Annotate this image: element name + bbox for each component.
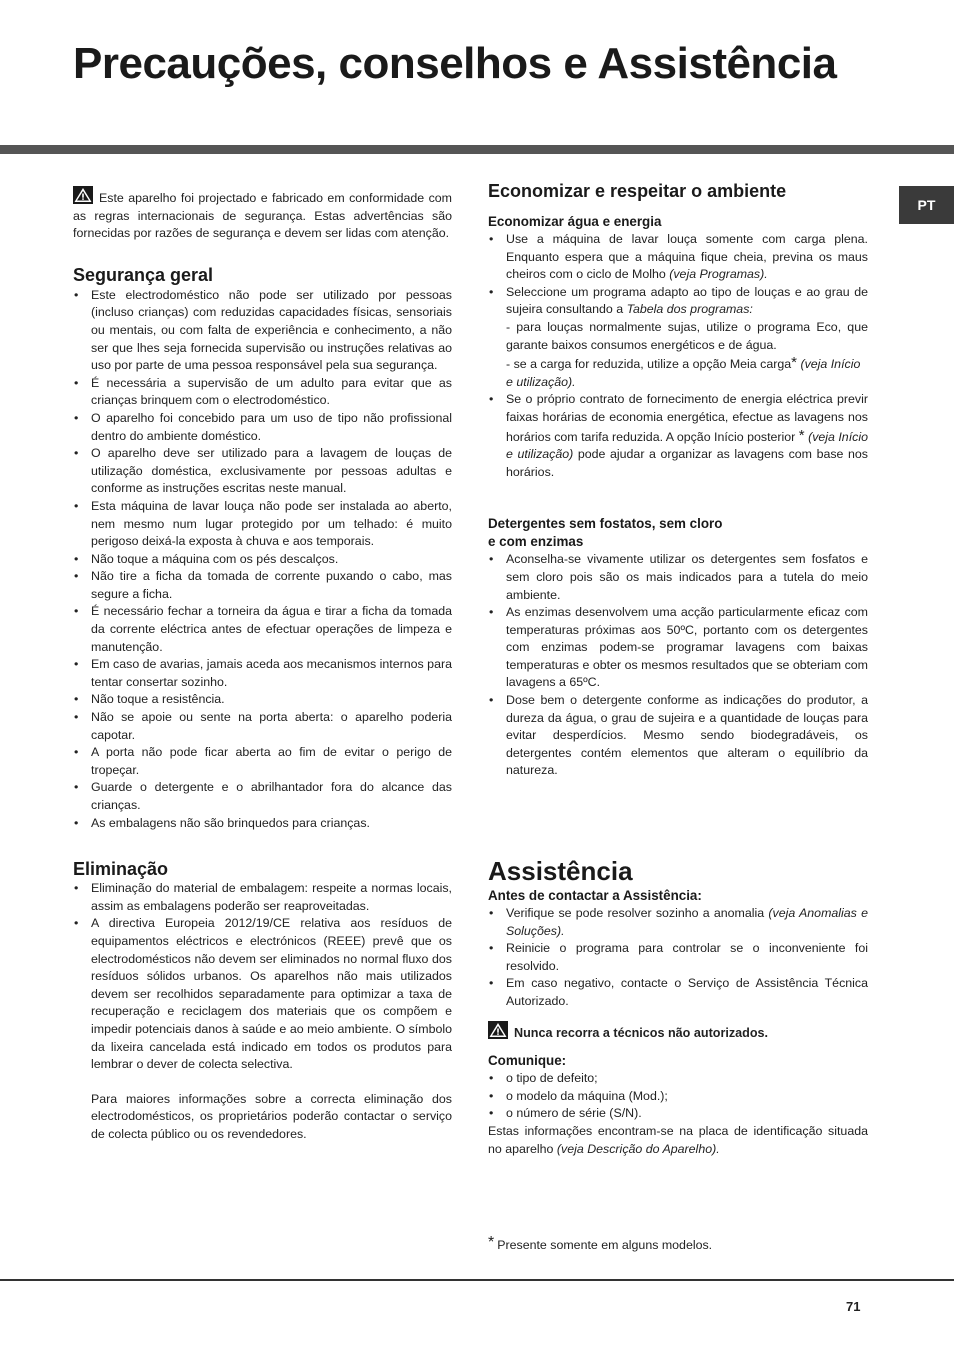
warning-icon (73, 186, 93, 204)
list-item: • A porta não pode ficar aberta ao fim de evitar o perigo de tropeçar. (73, 744, 452, 779)
warning-icon (488, 1021, 508, 1039)
list-item: • Eliminação do material de embalagem: respeite a normas locais, assim as embalagens poderão ser reaproveitadas. (73, 880, 452, 915)
footnote-asterisk: * (488, 1234, 495, 1251)
list-item: • Não toque a resistência. (73, 691, 452, 709)
cross-reference: (veja Anomalias e Soluções). (506, 906, 868, 938)
safety-intro-text: Este aparelho foi projectado e fabricado em conformidade com as regras internacionais de segurança. Estas advertências são fornecidas por razões de segurança e devem ser lidas com atenção. (73, 191, 452, 241)
list-item: • Use a máquina de lavar louça somente com carga plena. Enquanto espera que a máquina fique cheia, previna os maus cheiros com o ciclo de Molho (veja Programas). (488, 231, 868, 284)
list-item: • o modelo da máquina (Mod.); (488, 1088, 868, 1106)
list-item: • o tipo de defeito; (488, 1070, 868, 1088)
subsection-title-detergentes: Detergentes sem fostatos, sem cloro e com enzimas (488, 516, 723, 550)
list-item: • Guarde o detergente e o abrilhantador fora do alcance das crianças. (73, 779, 452, 814)
page-title: Precauções, conselhos e Assistência (73, 39, 837, 88)
right-column (488, 180, 868, 1158)
footnote (488, 1234, 712, 1254)
comunique-paragraph: Estas informações encontram-se na placa de identificação situada no aparelho (veja Descrição do Aparelho). (488, 1123, 868, 1156)
list-item: • As embalagens não são brinquedos para crianças. (73, 815, 452, 833)
subsection-title-comunique: Comunique: (488, 1053, 567, 1069)
asterisk-mark: * (798, 426, 805, 444)
cross-reference: Tabela dos programas: (626, 302, 753, 317)
list-item: • A directiva Europeia 2012/19/CE relativa aos resíduos de equipamentos eléctricos e electrónicos (REEE) prevê que os electrodomésticos não devem ser eliminados no normal fluxo dos resíduos sólidos urbanos. Os aparelhos não mais utilizados devem ser recolhidos separadamente para optimizar a taxa de recuperação e reciclagem dos materiais que os compõem e impedir potenciais danos à saúde e ao meio ambiente. O símbolo da lixeira cancelada está indicado em todos os produtos para lembrar o dever de colecta selectiva. (73, 915, 452, 1073)
list-item: • Não se apoie ou sente na porta aberta: o aparelho poderia capotar. (73, 709, 452, 744)
comunique-list (488, 1070, 868, 1123)
list-item: • O aparelho foi concebido para um uso de tipo não profissional dentro do ambiente doméstico. (73, 410, 452, 445)
list-item: • É necessário fechar a torneira da água e tirar a ficha da tomada da corrente eléctrica antes de efectuar operações de limpeza e manutenção. (73, 603, 452, 656)
antes-list (488, 905, 868, 1011)
cross-reference: (veja Início e utilização). (506, 357, 861, 389)
list-item: • Dose bem o detergente conforme as indicações do produtor, a dureza da água, o grau de sujeira e a quantidade de louças para evitar desperdícios. Mesmo sendo biodegradáveis, os detergentes contém elementos que alteram o equilíbrio da natureza. (488, 692, 868, 780)
left-column (73, 186, 452, 1144)
list-item: • O aparelho deve ser utilizado para a lavagem de louças de utilização doméstica, exclusivamente por pessoas adultas e conforme as instruções escritas neste manual. (73, 445, 452, 498)
list-item: • As enzimas desenvolvem uma acção particularmente eficaz com temperaturas próximas aos 50ºC, portanto com os detergentes com enzimas podem-se programar lavagens com baixas temperaturas e obter os mesmos resultados que se obteriam com lavagens a 65ºC. (488, 604, 868, 692)
subsection-title-antes: Antes de contactar a Assistência: (488, 888, 702, 904)
cross-reference: (veja Descrição do Aparelho). (556, 1141, 720, 1156)
subsection-title-agua: Economizar água e energia (488, 214, 662, 229)
seguranca-list (73, 287, 452, 832)
list-item: • Seleccione um programa adapto ao tipo de louças e ao grau de sujeira consultando a Tabela dos programas: - para louças normalmente sujas, utilize o programa Eco, que garante baixos consumos energéticos e de água. - se a carga for reduzida, utilize a opção Meia carga* (veja Início e utilização). (488, 284, 868, 392)
language-tab: PT (899, 186, 954, 224)
safety-intro (73, 186, 452, 243)
cross-reference: (veja Início e utilização) (506, 429, 868, 462)
section-title-assistencia: Assistência (488, 856, 633, 887)
header-divider (0, 145, 954, 154)
list-item: • o número de série (S/N). (488, 1105, 868, 1123)
list-item: • Esta máquina de lavar louça não pode ser instalada ao aberto, nem mesmo num lugar protegido por um telhado: é muito perigoso deixá-la exposta à chuva e aos temporais. (73, 498, 452, 551)
list-item: • Não toque a máquina com os pés descalços. (73, 551, 452, 569)
eliminacao-paragraph: Para maiores informações sobre a correcta eliminação dos electrodomésticos, os proprietários poderão contactar o serviço de colecta público ou os revendedores. (91, 1091, 452, 1141)
agua-list (488, 231, 868, 481)
list-item: • Se o próprio contrato de fornecimento de energia eléctrica previr faixas horárias de economia energética, efectue as lavagens nos horários com tarifa reduzida. A opção Início posterior * (veja Início e utilização) pode ajudar a organizar as lavagens com base nos horários. (488, 391, 868, 481)
section-title-seguranca: Segurança geral (73, 264, 214, 285)
section-title-economizar: Economizar e respeitar o ambiente (488, 181, 787, 201)
footer-divider (0, 1279, 954, 1281)
list-item: • Verifique se pode resolver sozinho a anomalia (veja Anomalias e Soluções). (488, 905, 868, 940)
asterisk-mark: * (791, 354, 797, 372)
list-item: • Aconselha-se vivamente utilizar os detergentes sem fosfatos e sem cloro pois são os mais indicados para a tutela do meio ambiente. (488, 551, 868, 604)
list-item: • Em caso negativo, contacte o Serviço de Assistência Técnica Autorizado. (488, 975, 868, 1010)
list-item: • Este electrodoméstico não pode ser utilizado por pessoas (incluso crianças) com reduzidas capacidades físicas, sensoriais ou mentais, ou com falta de experiência e conhecimento, a não ser que lhes seja fornecida supervisão ou instruções relativas ao uso por parte de uma pessoa responsável pela sua segurança. (73, 287, 452, 375)
list-item: • Reinicie o programa para controlar se o inconveniente foi resolvido. (488, 940, 868, 975)
page-number: 71 (846, 1299, 861, 1314)
eliminacao-list (73, 880, 452, 1074)
footnote-text: Presente somente em alguns modelos. (497, 1238, 713, 1252)
section-title-eliminacao: Eliminação (73, 859, 169, 880)
list-item: • Não tire a ficha da tomada de corrente puxando o cabo, mas segure a ficha. (73, 568, 452, 603)
cross-reference: (veja Programas). (669, 267, 768, 282)
list-item: • Em caso de avarias, jamais aceda aos mecanismos internos para tentar consertar sozinho. (73, 656, 452, 691)
technician-warning: Nunca recorra a técnicos não autorizados. (488, 1021, 868, 1043)
list-item: • É necessária a supervisão de um adulto para evitar que as crianças brinquem com o electrodoméstico. (73, 375, 452, 410)
detergentes-list (488, 551, 868, 780)
